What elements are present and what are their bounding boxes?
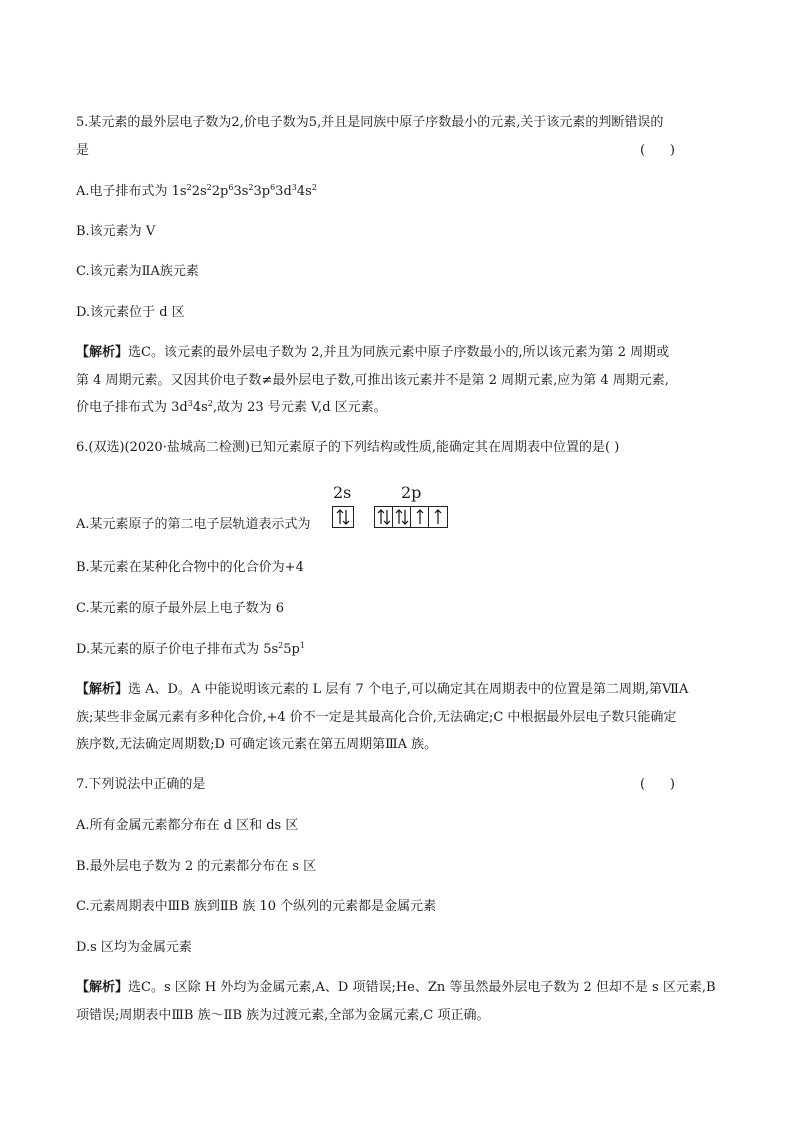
orbital-label-2p: 2p (401, 483, 422, 502)
q6-analysis-line2: 族;某些非金属元素有多种化合价,+4 价不一定是其最高化合价,无法确定;C 中根据最外层电子数只能确定 (76, 710, 677, 725)
orbital-cell (429, 507, 447, 527)
q7-option-a: A.所有金属元素都分布在 d 区和 ds 区 (76, 818, 299, 833)
q5-analysis-line1: 【解析】选C。该元素的最外层电子数为 2,并且为同族元素中原子序数最小的,所以该元素为第 2 周期或 (76, 345, 670, 360)
analysis-tag: 【解析】 (76, 980, 129, 995)
orbital-label-2s: 2s (333, 483, 352, 502)
q7-analysis-line1: 【解析】选C。s 区除 H 外均为金属元素,A、D 项错误;He、Zn 等虽然最外层电子数为 2 但却不是 s 区元素,B (76, 980, 716, 995)
analysis-tag: 【解析】 (76, 345, 129, 360)
q6-stem: 6.(双选)(2020·盐城高二检测)已知元素原子的下列结构或性质,能确定其在周期表中位置的是( ) (76, 440, 620, 455)
q5-answer-paren: ( ) (640, 143, 675, 158)
orbital-cell (375, 507, 393, 527)
q5-stem-line2: 是 (76, 143, 90, 158)
q7-stem: 7.下列说法中正确的是 (76, 777, 206, 792)
orbital-cell (393, 507, 411, 527)
q5-analysis-line3: 价电子排布式为 $3d^34s^2$,故为 23 号元素 V,d 区元素。 (76, 399, 387, 415)
q7-option-b: B.最外层电子数为 2 的元素都分布在 s 区 (76, 859, 317, 874)
q5-stem-line1: 5.某元素的最外层电子数为2,价电子数为5,并且是同族中原子序数最小的元素,关于该元素的判断错误的 (76, 115, 664, 130)
electron-up-icon (429, 507, 447, 527)
orbital-box-2p (374, 506, 448, 528)
q7-analysis-line2: 项错误;周期表中ⅢB 族～ⅡB 族为过渡元素,全部为金属元素,C 项正确。 (76, 1008, 490, 1023)
q6-option-b: B.某元素在某种化合物中的化合价为+4 (76, 560, 304, 575)
electron-pair-icon (375, 507, 393, 527)
q6-option-a: A.某元素原子的第二电子层轨道表示式为 (76, 517, 311, 532)
q5-option-b: B.该元素为 V (76, 224, 156, 239)
electron-up-icon (411, 507, 429, 527)
q5-analysis-line2: 第 4 周期元素。又因其价电子数≠最外层电子数,可推出该元素并不是第 2 周期元素,应为第 4 周期元素, (76, 373, 669, 388)
q5-option-d: D.该元素位于 d 区 (76, 305, 185, 320)
analysis-tag: 【解析】 (76, 682, 129, 697)
q5-option-c: C.该元素为ⅡA族元素 (76, 264, 199, 279)
q7-option-c: C.元素周期表中ⅢB 族到ⅡB 族 10 个纵列的元素都是金属元素 (76, 899, 437, 914)
q6-analysis-line3: 族序数,无法确定周期数;D 可确定该元素在第五周期第ⅢA 族。 (76, 737, 438, 752)
orbital-cell (411, 507, 429, 527)
q6-option-c: C.某元素的原子最外层上电子数为 6 (76, 601, 285, 616)
electron-pair-icon (393, 507, 411, 527)
q5-option-a: A.电子排布式为 $1s^22s^22p^63s^23p^63d^34s^2$ (76, 183, 317, 199)
q7-answer-paren: ( ) (640, 777, 675, 792)
q7-option-d: D.s 区均为金属元素 (76, 940, 192, 955)
q6-analysis-line1: 【解析】选 A、D。A 中能说明该元素的 L 层有 7 个电子,可以确定其在周期表中的位置是第二周期,第ⅦA (76, 682, 689, 697)
electron-pair-icon (333, 507, 353, 527)
orbital-box-2s (332, 506, 354, 528)
orbital-cell (333, 507, 353, 527)
q6-option-d: D.某元素的原子价电子排布式为 $5s^25p^1$ (76, 641, 305, 657)
